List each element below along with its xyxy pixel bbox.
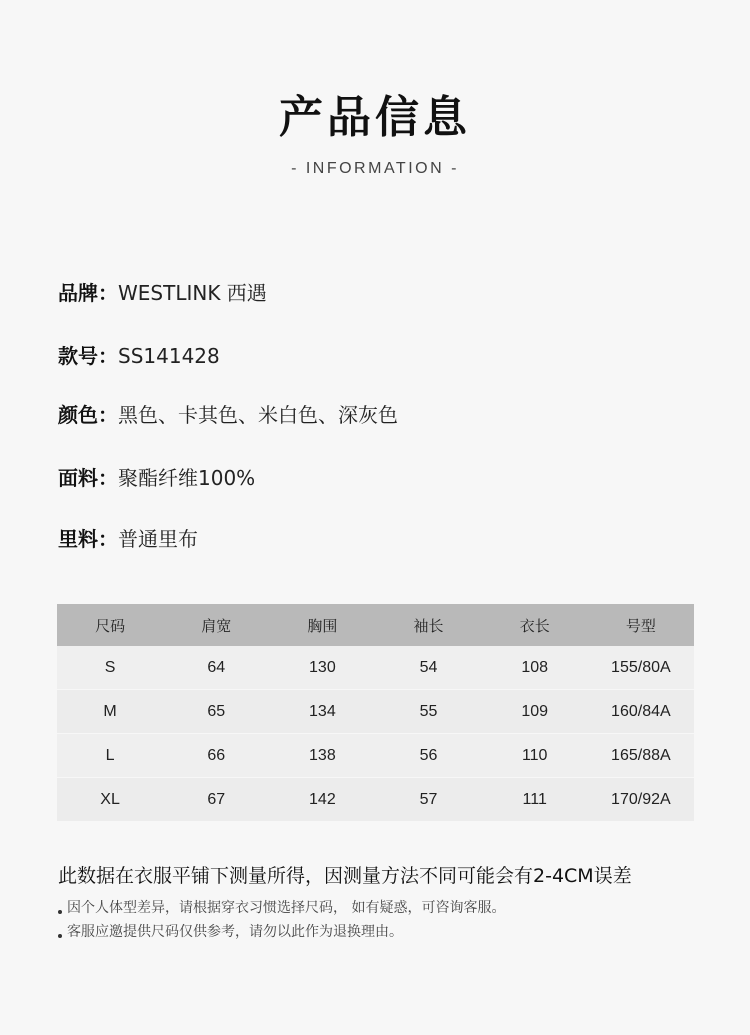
page-title: 产品信息 <box>279 92 471 143</box>
table-cell: 54 <box>419 658 438 676</box>
table-cell: 65 <box>207 702 226 720</box>
info-colors-value: 黑色、卡其色、米白色、深灰色 <box>118 403 398 427</box>
table-cell: 130 <box>309 658 336 676</box>
measurement-note: 此数据在衣服平铺下测量所得，因测量方法不同可能会有2-4CM误差 <box>58 865 632 887</box>
info-lining-value: 普通里布 <box>118 527 198 551</box>
table-cell: 57 <box>419 790 438 808</box>
note-bullet-2 <box>58 922 403 942</box>
table-row <box>57 690 694 734</box>
bullet-dot-icon <box>58 934 62 938</box>
info-brand-label: 品牌： <box>58 281 118 305</box>
table-cell: 108 <box>521 658 549 676</box>
table-cell: 109 <box>521 702 549 720</box>
header-sleeve: 袖长 <box>413 616 444 635</box>
table-cell: 55 <box>419 702 438 720</box>
bullet-dot-icon <box>58 910 62 914</box>
table-cell: 138 <box>309 746 336 764</box>
note-bullet-2-text: 客服应邀提供尺码仅供参考，请勿以此作为退换理由。 <box>67 924 403 940</box>
header-length: 衣长 <box>519 616 550 635</box>
info-style-number-label: 款号： <box>58 344 118 368</box>
table-cell: 170/92A <box>611 790 671 808</box>
table-cell: 110 <box>521 746 548 764</box>
info-lining-label: 里料： <box>58 527 118 551</box>
info-style-number <box>58 342 220 370</box>
table-cell: 165/88A <box>611 746 671 764</box>
info-lining <box>58 525 198 553</box>
table-cell: L <box>105 746 115 764</box>
table-cell: 155/80A <box>611 658 671 676</box>
note-bullet-1 <box>58 898 505 918</box>
table-cell: 134 <box>309 702 336 720</box>
info-brand <box>58 279 267 307</box>
table-row <box>57 778 694 822</box>
page-subtitle: - INFORMATION - <box>291 160 459 177</box>
table-cell: 142 <box>309 790 336 808</box>
info-colors-label: 颜色： <box>58 403 118 427</box>
table-cell: M <box>103 702 117 720</box>
table-cell: 160/84A <box>611 702 671 720</box>
table-row <box>57 646 694 690</box>
info-fabric <box>58 464 255 492</box>
table-cell: 66 <box>207 746 226 764</box>
header-shoulder: 肩宽 <box>201 616 232 635</box>
info-style-number-value: SS141428 <box>118 344 220 368</box>
header-chest: 胸围 <box>307 616 338 635</box>
header-size: 尺码 <box>95 616 126 635</box>
table-cell: 67 <box>207 790 226 808</box>
table-row <box>57 734 694 778</box>
info-colors <box>58 401 398 429</box>
size-table <box>57 604 694 822</box>
table-cell: XL <box>100 790 120 808</box>
size-table-body <box>57 646 694 822</box>
info-brand-value: WESTLINK 西遇 <box>118 281 267 305</box>
table-cell: 64 <box>207 658 226 676</box>
table-cell: S <box>104 658 116 676</box>
info-fabric-label: 面料： <box>58 466 118 490</box>
table-cell: 111 <box>522 790 547 808</box>
table-cell: 56 <box>419 746 438 764</box>
note-bullet-1-text: 因个人体型差异，请根据穿衣习惯选择尺码， 如有疑惑，可咨询客服。 <box>67 900 506 916</box>
size-table-header <box>57 604 694 646</box>
info-fabric-value: 聚酯纤维100% <box>118 466 256 490</box>
header-fit: 号型 <box>625 616 656 635</box>
